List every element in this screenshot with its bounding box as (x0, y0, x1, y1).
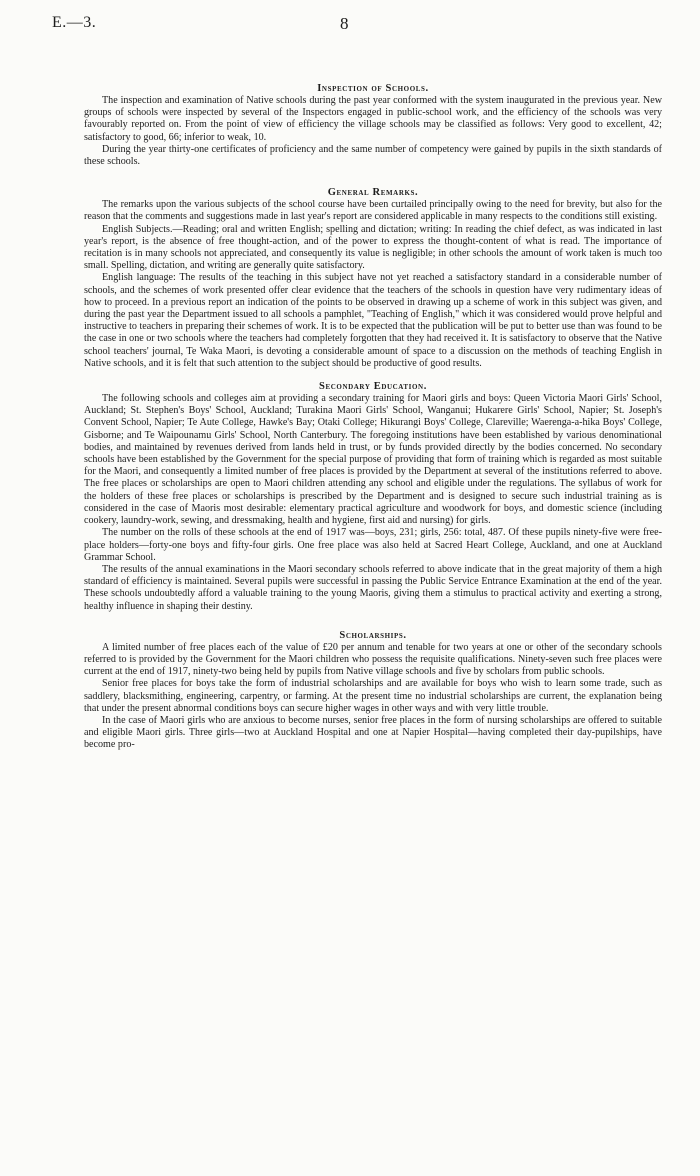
paragraph: The following schools and colleges aim at providing a secondary training for Maori girls and boys: Queen Victoria Maori Girls' School, Auckland; St. Stephen's Boys' School, Auckland; Turakina Maori Girls' School, Wanganui; Hukarere Girls' School, Napier; St. Joseph's Convent School, Napier; Te Aute College, Hawke's Bay; Otaki College; Hikurangi Boys' College, Clareville; Waerenga-a-hika Boys' College, Gisborne; and Te Waipounamu Girls' School, North Canterbury. The foregoing institutions have been established by various denominational bodies, and maintained by revenues derived from lands held in trust, or by funds provided directly by the bodies concerned. No secondary schools have been established by the Government for the special purpose of providing that form of training which is regarded as most suitable for the Maori, and consequently a limited number of free places is provided by the Department at several of the institutions referred to above. The free places or scholarships are open to Maori children attending any school and eligible under the regulations. The syllabus of work for the holders of these free places or scholarships is prescribed by the Department and is designed to secure such industrial training as is considered in the case of Maoris most desirable: elementary practical agriculture and woodwork for boys, and domestic science (including cookery, laundry-work, sewing, and dressmaking, health and hygiene, first aid and nursing) for girls. (84, 393, 662, 527)
section-heading-inspection: Inspection of Schools. (317, 83, 429, 94)
paragraph: English Subjects.—Reading; oral and written English; spelling and dictation; writing: In reading the chief defect, as was indicated in last year's report, is the absence of free thought-action, and of the power to express the thought-content of what is read. The importance of recitation is in many schools not appreciated, and consequently its value is negligible; in other schools the amount of work taken is much too small. Spelling, dictation, and writing are generally quite satisfactory. (84, 223, 662, 272)
paragraph: A limited number of free places each of the value of £20 per annum and tenable for two years at one or other of the secondary schools referred to is provided by the Government for the Maori children who possess the requisite qualifications. Ninety-seven such free places were current at the end of 1917, ninety-two being held by pupils from Native village schools and five by scholars from public schools. (84, 641, 662, 678)
page-number: 8 (340, 14, 349, 33)
section-heading-secondary-education: Secondary Education. (319, 381, 427, 393)
paragraph: In the case of Maori girls who are anxious to become nurses, senior free places in the form of nursing scholarships are offered to suitable and eligible Maori girls. Three girls—two at Auckland Hospital and one at Napier Hospital—having completed their day-pupilships, have become pro- (84, 714, 662, 751)
report-reference: E.—3. (52, 14, 97, 31)
paragraph: The inspection and examination of Native schools during the past year conformed with the system inaugurated in the previous year. New groups of schools were inspected by several of the Inspectors engaged in public-school work, and the efficiency of the schools was very favourably reported on. From the point of view of efficiency the village schools may be classified as follows: Very good to excellent, 42; satisfactory to good, 66; inferior to weak, 10. (84, 95, 662, 143)
paragraph: English language: The results of the teaching in this subject have not yet reached a satisfactory standard in a considerable number of schools, and the schemes of work presented offer clear evidence that the teachers of the schools in question have very rudimentary ideas of how to proceed. In a previous report an indication of the points to be observed in drawing up a scheme of work in this subject was given, and during the past year the Department issued to all schools a pamphlet, "Teaching of English," which it was considered would prove helpful and instructive to teachers in preparing their schemes of work. It is to be expected that the publication will be put to better use than was found to be the case in one or two schools where the teachers had completely forgotten that they had received it. It is satisfactory to observe that the Native school teachers' journal, Te Waka Maori, is devoting a considerable amount of space to a discussion on the methods of teaching English in Native schools, and it is felt that such attention to the subject should be productive of good results. (84, 272, 662, 369)
paragraph: The remarks upon the various subjects of the school course have been curtailed principally owing to the need for brevity, but also for the reason that the comments and suggestions made in last year's report are considered applicable in many respects to the conditions still existing. (84, 199, 662, 223)
paragraph: The results of the annual examinations in the Maori secondary schools referred to above indicate that in the great majority of them a high standard of efficiency is maintained. Several pupils were successful in passing the Public Service Entrance Examination at the end of the year. These schools undoubtedly afford a valuable training to the young Maoris, giving them a stimulus to practical activity and exerting a strong, healthy influence in shaping their destiny. (84, 563, 662, 612)
document-body (84, 82, 662, 752)
section-heading-general-remarks: General Remarks. (327, 187, 419, 199)
section-heading-scholarships: Scholarships. (339, 629, 407, 641)
paragraph: The number on the rolls of these schools at the end of 1917 was—boys, 231; girls, 256: total, 487. Of these pupils ninety-five were free-place holders—forty-one boys and fifty-four girls. One free place was also held at Sacred Heart College, Auckland, and one at Auckland Grammar School. (84, 527, 662, 563)
page-header (0, 14, 700, 38)
paragraph: During the year thirty-one certificates of proficiency and the same number of competency were gained by pupils in the sixth standards of these schools. (84, 143, 662, 168)
paragraph: Senior free places for boys take the form of industrial scholarships and are available for boys who wish to learn some trade, such as saddlery, blacksmithing, engineering, carpentry, or farming. At the present time no industrial scholarships are current, the explanation being that under the present abnormal conditions boys can secure higher wages in other ways and with very little trouble. (84, 678, 662, 714)
